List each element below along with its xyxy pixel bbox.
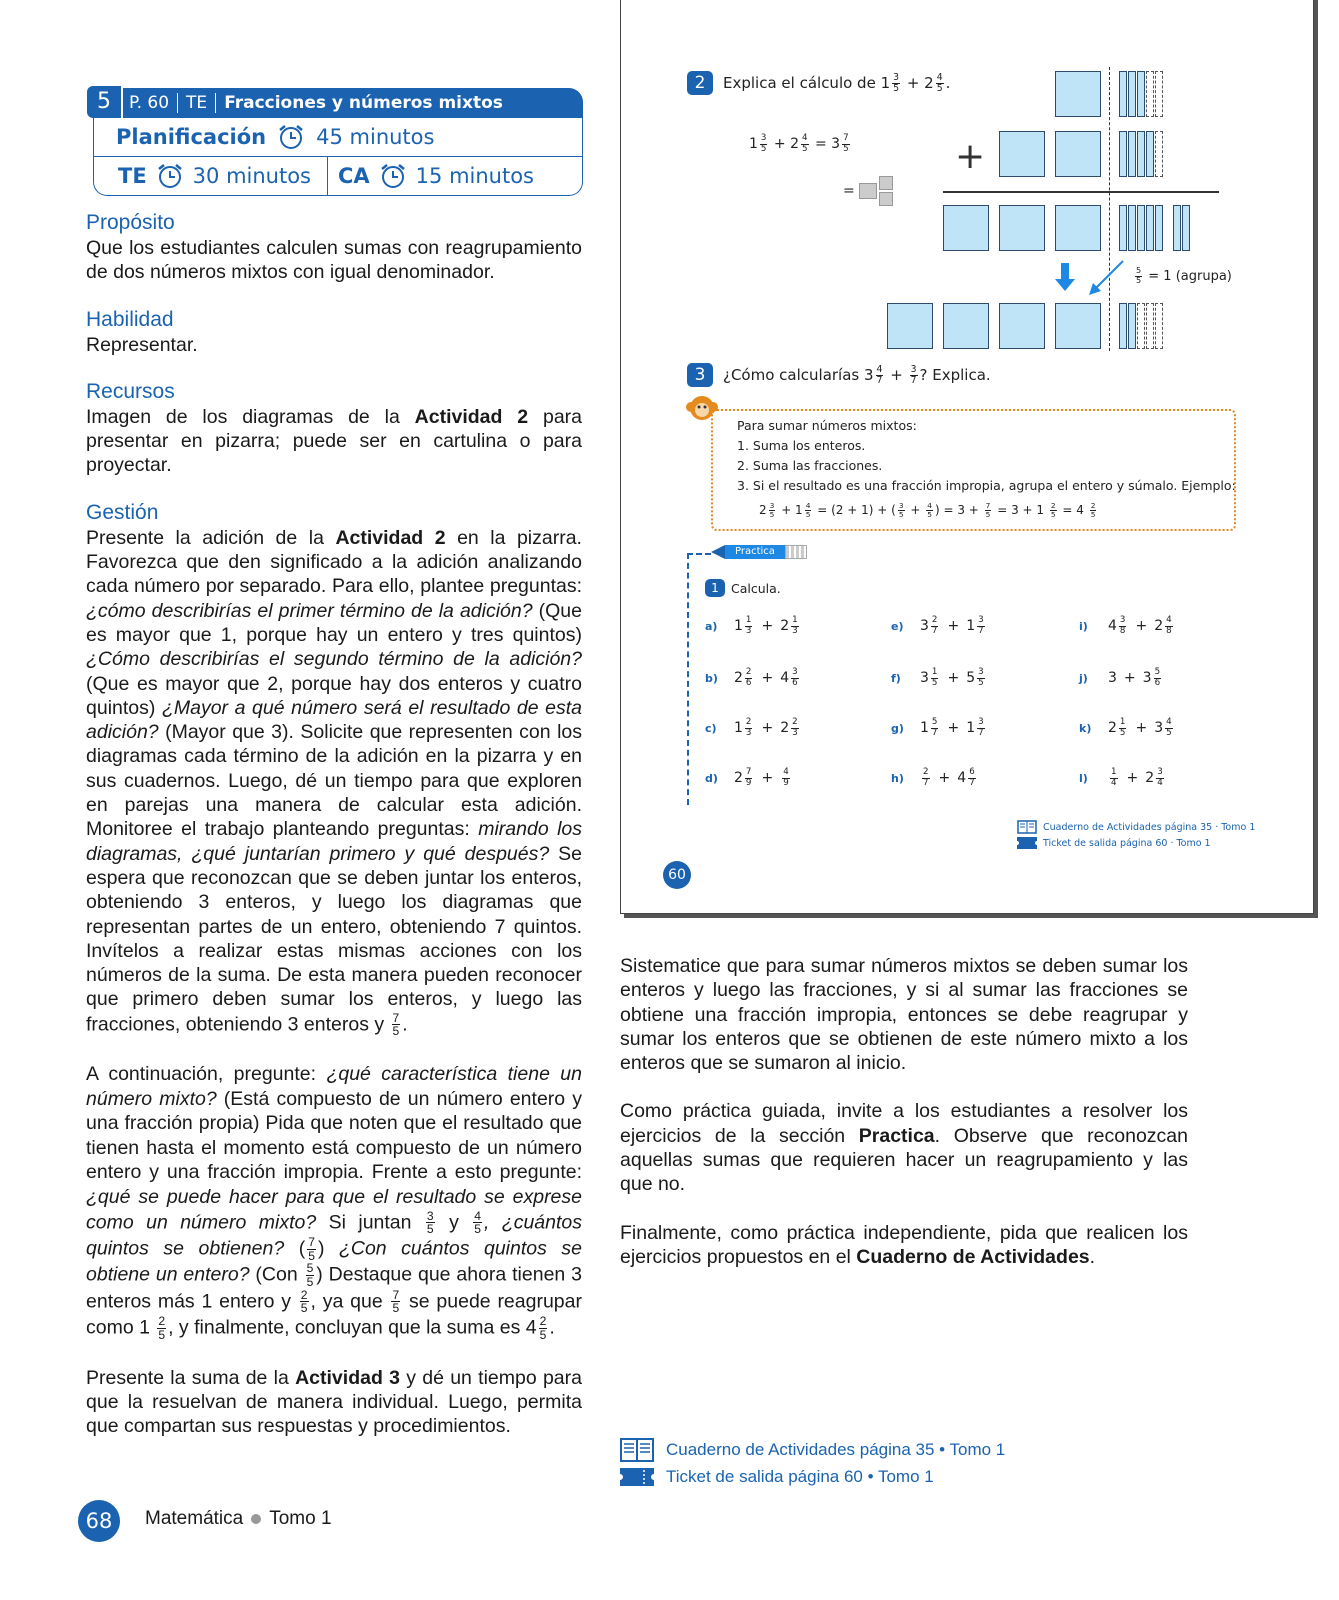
exercise-item: j) 3 + 3 $\frac{5}{6}$	[1079, 667, 1161, 688]
te-label: TE	[118, 164, 147, 188]
pencil-tip-icon	[711, 545, 725, 559]
planning-time: 45 minutos	[316, 125, 435, 149]
exercise-item: h) $\frac{2}{7}$ + 4 $\frac{6}{7}$	[891, 767, 975, 788]
exercise-label: b)	[705, 671, 718, 685]
alarm-clock-icon	[378, 162, 408, 190]
practice-1-number: 1	[705, 579, 725, 597]
book-icon	[1017, 820, 1037, 834]
tip-step-1: 1. Suma los enteros.	[737, 437, 866, 453]
tip-step-3: 3. Si el resultado es una fracción impropia, agrupa el entero y súmalo. Ejemplo:	[737, 477, 1236, 493]
exercise-label: h)	[891, 771, 904, 785]
textbook-page-image	[620, 0, 1314, 914]
recursos-text: Imagen de los diagramas de la Actividad 2 para presentar en pizarra; puede ser en cartulina o para proyectar.	[86, 405, 582, 477]
right-column	[620, 954, 1188, 1269]
footer-dot	[251, 1514, 261, 1524]
ca-time-cell	[338, 158, 534, 194]
gestion-paragraph-2: A continuación, pregunte: ¿qué característica tiene un número mixto? (Está compuesto de un número entero y una fracción propia) Pida que noten que el resultado que tienen hasta el momento está compuesto de un número entero y una fracción impropia. Frente a esto pregunte: ¿qué se puede hacer para que el resultado se exprese como un número mixto? Si juntan $\frac{3}{5}$ y $\frac{4}{5}$ , ¿cuántos quintos se obtienen? ( $\frac{7}{5}$ ) ¿Con cuántos quintos se obtiene un entero? (Con $\frac{5}{5}$ ) Destaque que ahora tienen 3 enteros más 1 entero y $\frac{2}{5}$ , ya que $\frac{7}{5}$ se puede reagrupar como 1 $\frac{2}{5}$ , y finalmente, concluyan que la suma es 4 $\frac{2}{5}$ .	[86, 1063, 582, 1342]
right-paragraph-2: Como práctica guiada, invite a los estudiantes a resolver los ejercicios de la sección Practica. Observe que reconozcan aquellas sumas que requieren hacer un reagrupamiento y las que no.	[620, 1100, 1188, 1196]
planning-label: Planificación	[116, 125, 267, 149]
exercise-label: a)	[705, 619, 718, 633]
lesson-header	[93, 86, 583, 196]
footer-label	[145, 1508, 332, 1530]
gestion-paragraph-1: Presente la adición de la Actividad 2 en la pizarra. Favorezca que den significado a la adición analizando cada número por separado. Para ello, plantee preguntas: ¿cómo describirías el primer término de la adición? (Que es mayor que 1, porque hay un entero y tres quintos) ¿Cómo describirías el segundo término de la adición? (Que es mayor que 2, porque hay dos enteros y cuatro quintos) ¿Mayor a qué número será el resultado de esta adición? (Mayor que 3). Solicite que representen con los diagramas cada término de la adición en la pizarra y en sus cuadernos. Luego, dé un tiempo para que exploren en parejas una manera de calcular esta adición. Monitoree el trabajo planteando preguntas: mirando los diagramas, ¿qué juntarían primero y qué después? Se espera que reconozcan que se deben juntar los enteros, obteniendo 3 enteros, y luego los diagramas que representan partes de un entero, obteniendo 7 quintos. Invítelos a realizar estas mismas acciones con los números de la suma. De esta manera pueden reconocer que primero deben sumar los enteros, y luego las fracciones, obteniendo 3 enteros y $\frac{7}{5}$ .	[86, 526, 583, 1039]
planning-row	[116, 120, 434, 154]
alarm-clock-icon	[155, 162, 185, 190]
footer-volume: Tomo 1	[269, 1508, 332, 1529]
page-ref: P. 60	[129, 93, 170, 113]
ticket-icon	[620, 1468, 654, 1486]
exercise-item: d) 2 $\frac{7}{9}$ + $\frac{4}{9}$	[705, 767, 789, 788]
exercise-item: c) 1 $\frac{2}{3}$ + 2 $\frac{2}{3}$	[705, 717, 798, 738]
left-column	[86, 210, 582, 1438]
lesson-topic: Fracciones y números mixtos	[224, 93, 503, 113]
lesson-number: 5	[87, 86, 121, 118]
exercise-label: j)	[1079, 671, 1088, 685]
exercise-label: g)	[891, 721, 904, 735]
exercise-item: k) 2 $\frac{1}{5}$ + 3 $\frac{4}{5}$	[1079, 717, 1172, 738]
gestion-paragraph-3: Presente la suma de la Actividad 3 y dé un tiempo para que la resuelvan de manera individual. Luego, permita que compartan sus respuestas y procedimientos.	[86, 1366, 582, 1438]
exercise-item: b) 2 $\frac{2}{6}$ + 4 $\frac{3}{6}$	[705, 667, 798, 688]
exercise-item: a) 1 $\frac{1}{3}$ + 2 $\frac{1}{3}$	[705, 615, 798, 636]
resource-references	[620, 1436, 1005, 1490]
ref-cuaderno: Cuaderno de Actividades página 35 • Tomo 1	[620, 1436, 1005, 1463]
page-number: 68	[78, 1500, 120, 1542]
exercise-label: e)	[891, 619, 904, 633]
activity-2-equation: 1 $\frac{3}{5}$ + 2 $\frac{4}{5}$ = 3 $\frac{7}{5}$	[749, 133, 849, 154]
activity-3-number: 3	[687, 363, 713, 387]
ca-label: CA	[338, 164, 370, 188]
exercise-item: l) $\frac{1}{4}$ + 2 $\frac{3}{4}$	[1079, 767, 1163, 788]
te-time: 30 minutos	[192, 164, 312, 188]
book-ref-cuaderno: Cuaderno de Actividades página 35 · Tomo 1	[1017, 819, 1255, 835]
exercise-label: c)	[705, 721, 717, 735]
footer-subject: Matemática	[145, 1508, 244, 1529]
activity-2-blank-answer: =	[843, 173, 893, 209]
proposito-text: Que los estudiantes calculen sumas con reagrupamiento de dos números mixtos con igual denominador.	[86, 237, 582, 284]
tip-box	[711, 409, 1236, 531]
exercise-label: l)	[1079, 771, 1088, 785]
agrupa-label: $\frac{5}{5}$ = 1 (agrupa)	[1136, 266, 1232, 285]
calcula-label: Calcula.	[731, 580, 781, 596]
diagonal-arrow-icon	[1087, 259, 1127, 297]
te-tag: TE	[186, 93, 208, 113]
right-paragraph-1: Sistematice que para sumar números mixtos se deben sumar los enteros y luego las fracciones, y si al sumar las fracciones se obtiene una fracción impropia, entonces se debe reagrupar y sumar los enteros que se obtienen de este número mixto a los enteros que se sumaron al inicio.	[620, 955, 1188, 1075]
section-title-proposito: Propósito	[86, 211, 175, 234]
ref-ticket: Ticket de salida página 60 • Tomo 1	[620, 1463, 1005, 1490]
ticket-icon	[1017, 837, 1037, 849]
activity-3-prompt: ¿Cómo calcularías 3 $\frac{4}{7}$ + $\frac{3}{7}$ ? Explica.	[723, 363, 991, 386]
activity-2-number: 2	[687, 71, 713, 95]
lesson-title-bar	[123, 88, 583, 118]
alarm-clock-icon	[276, 123, 306, 151]
exercise-item: g) 1 $\frac{5}{7}$ + 1 $\frac{3}{7}$	[891, 717, 984, 738]
exercise-label: d)	[705, 771, 718, 785]
tip-step-2: 2. Suma las fracciones.	[737, 457, 883, 473]
te-time-cell	[118, 158, 311, 194]
plus-sign: +	[955, 136, 986, 177]
exercise-item: e) 3 $\frac{2}{7}$ + 1 $\frac{3}{7}$	[891, 615, 984, 636]
exercise-label: i)	[1079, 619, 1088, 633]
book-page-number: 60	[663, 861, 691, 889]
arrow-down-icon	[1055, 263, 1075, 293]
fraction: $\frac{7}{5}$	[392, 1010, 400, 1039]
section-title-gestion: Gestión	[86, 500, 159, 524]
exercise-label: k)	[1079, 721, 1092, 735]
tip-title: Para sumar números mixtos:	[737, 417, 917, 433]
exercise-item: i) 4 $\frac{3}{8}$ + 2 $\frac{4}{8}$	[1079, 615, 1172, 636]
activity-2-prompt: Explica el cálculo de 1 $\frac{3}{5}$ + 2 $\frac{4}{5}$ .	[723, 71, 951, 94]
tip-example: 2 $\frac{3}{5}$ + 1 $\frac{4}{5}$ = (2 + 1) + ( $\frac{3}{5}$ + $\frac{4}{5}$ ) = 3 + $\frac{7}{5}$ = 3 + 1 $\frac{2}{5}$ = 4 $\frac{2}{5}$	[759, 500, 1096, 519]
open-book-icon	[620, 1437, 654, 1463]
exercise-item: f) 3 $\frac{1}{5}$ + 5 $\frac{3}{5}$	[891, 667, 984, 688]
right-paragraph-3: Finalmente, como práctica independiente, pida que realicen los ejercicios propuestos en el Cuaderno de Actividades.	[620, 1221, 1188, 1268]
ca-time: 15 minutos	[415, 164, 535, 188]
section-title-recursos: Recursos	[86, 379, 175, 403]
section-title-habilidad: Habilidad	[86, 307, 174, 331]
exercise-label: f)	[891, 671, 901, 685]
habilidad-text: Representar.	[86, 333, 198, 356]
book-ref-ticket: Ticket de salida página 60 · Tomo 1	[1017, 835, 1211, 851]
practica-pencil-label: Practica	[711, 545, 807, 559]
